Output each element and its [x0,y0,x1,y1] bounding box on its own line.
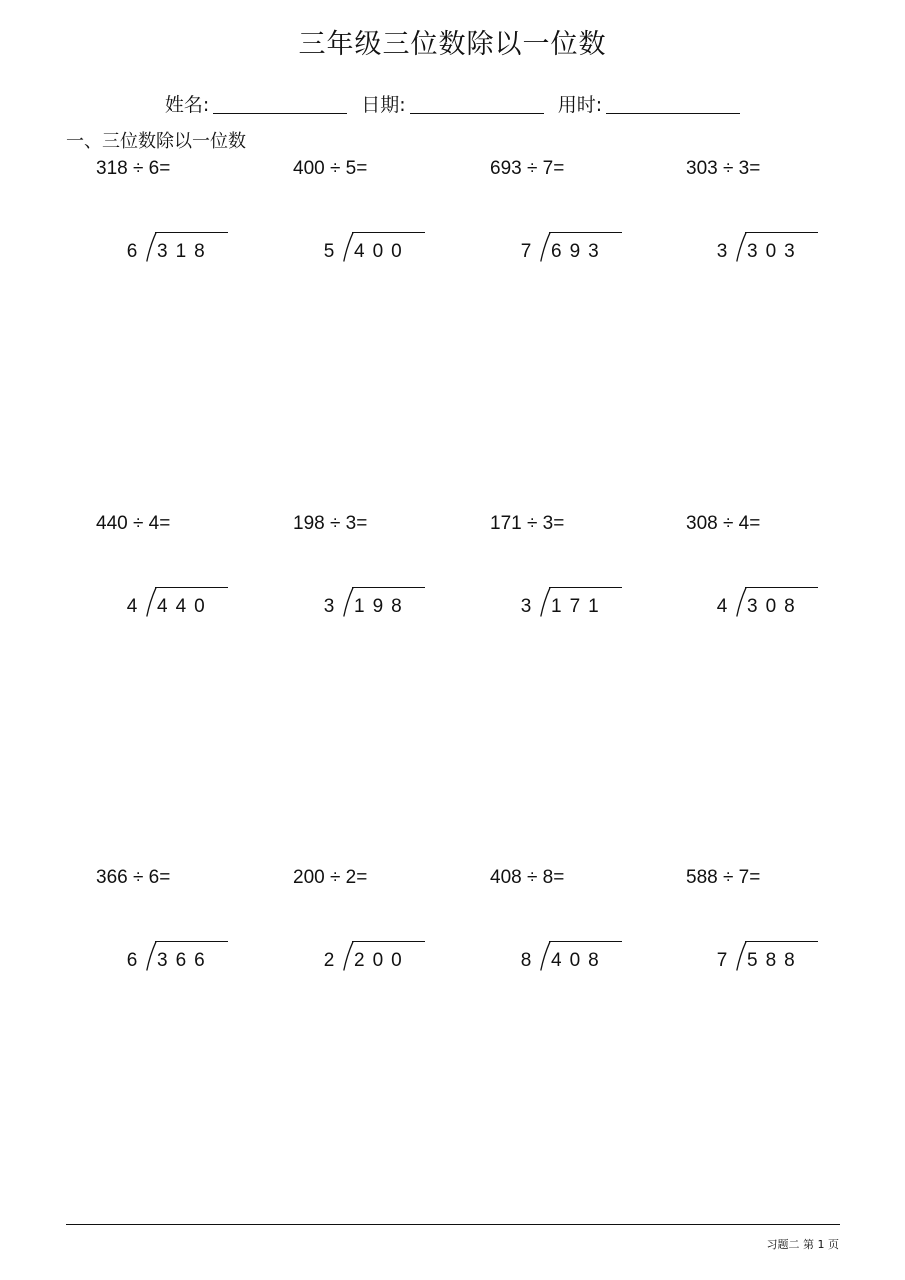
division-bracket [540,587,551,617]
division-expression: 171 ÷ 3= [490,513,565,534]
division-expression: 200 ÷ 2= [293,867,368,888]
long-division-setup [124,587,230,627]
dividend: 693 [551,241,607,262]
dividend: 588 [747,950,803,971]
division-bracket [540,232,551,262]
dividend: 308 [747,596,803,617]
division-expression: 440 ÷ 4= [96,513,171,534]
dividend: 200 [354,950,410,971]
dividend: 440 [157,596,213,617]
problem-item [656,158,852,268]
division-expression: 303 ÷ 3= [686,158,761,179]
date-blank[interactable] [410,93,544,114]
dividend: 400 [354,241,410,262]
division-overline [549,232,622,233]
division-overline [549,587,622,588]
long-division-setup [518,941,624,981]
division-overline [745,587,818,588]
divisor: 3 [520,596,532,617]
long-division-setup [124,232,230,272]
division-bracket [343,587,354,617]
student-info-row [0,90,905,117]
name-label: 姓名: [164,94,210,116]
problem-item [66,513,262,623]
division-expression: 366 ÷ 6= [96,867,171,888]
division-expression: 308 ÷ 4= [686,513,761,534]
problem-item [263,158,459,268]
division-bracket [146,232,157,262]
division-bracket [540,941,551,971]
dividend: 318 [157,241,213,262]
division-overline [352,941,425,942]
divisor: 7 [716,950,728,971]
long-division-setup [714,232,820,272]
division-expression: 198 ÷ 3= [293,513,368,534]
division-overline [155,232,228,233]
section-heading: 一、三位数除以一位数 [66,131,246,152]
division-bracket [146,587,157,617]
problem-item [460,158,656,268]
time-label: 用时: [557,94,603,116]
date-label: 日期: [361,94,406,116]
division-bracket [343,232,354,262]
problem-item [263,867,459,977]
division-bracket [736,941,747,971]
long-division-setup [124,941,230,981]
problem-item [460,513,656,623]
divisor: 7 [520,241,532,262]
division-overline [549,941,622,942]
divisor: 6 [126,241,138,262]
long-division-setup [714,587,820,627]
long-division-setup [321,232,427,272]
divisor: 2 [323,950,335,971]
dividend: 366 [157,950,213,971]
time-blank[interactable] [606,93,740,114]
divisor: 5 [323,241,335,262]
problem-item [263,513,459,623]
long-division-setup [518,587,624,627]
problem-item [656,513,852,623]
division-expression: 318 ÷ 6= [96,158,171,179]
division-expression: 693 ÷ 7= [490,158,565,179]
time-field [558,90,740,117]
footer-divider [66,1224,840,1225]
long-division-setup [714,941,820,981]
division-expression: 400 ÷ 5= [293,158,368,179]
divisor: 8 [520,950,532,971]
name-blank[interactable] [213,93,347,114]
page-title: 三年级三位数除以一位数 [298,29,607,60]
long-division-setup [518,232,624,272]
dividend: 303 [747,241,803,262]
division-bracket [736,587,747,617]
name-field [165,90,347,117]
division-expression: 588 ÷ 7= [686,867,761,888]
dividend: 198 [354,596,410,617]
page-footer: 习题二 第 1 页 [766,1238,839,1251]
problem-item [66,158,262,268]
dividend: 408 [551,950,607,971]
division-overline [352,232,425,233]
divisor: 4 [716,596,728,617]
division-overline [155,941,228,942]
divisor: 3 [323,596,335,617]
divisor: 4 [126,596,138,617]
division-bracket [736,232,747,262]
divisor: 3 [716,241,728,262]
division-overline [745,941,818,942]
long-division-setup [321,941,427,981]
division-overline [155,587,228,588]
dividend: 171 [551,596,607,617]
division-expression: 408 ÷ 8= [490,867,565,888]
divisor: 6 [126,950,138,971]
date-field [361,90,543,117]
division-bracket [146,941,157,971]
problem-item [656,867,852,977]
division-overline [745,232,818,233]
long-division-setup [321,587,427,627]
division-bracket [343,941,354,971]
problem-item [66,867,262,977]
problem-item [460,867,656,977]
division-overline [352,587,425,588]
